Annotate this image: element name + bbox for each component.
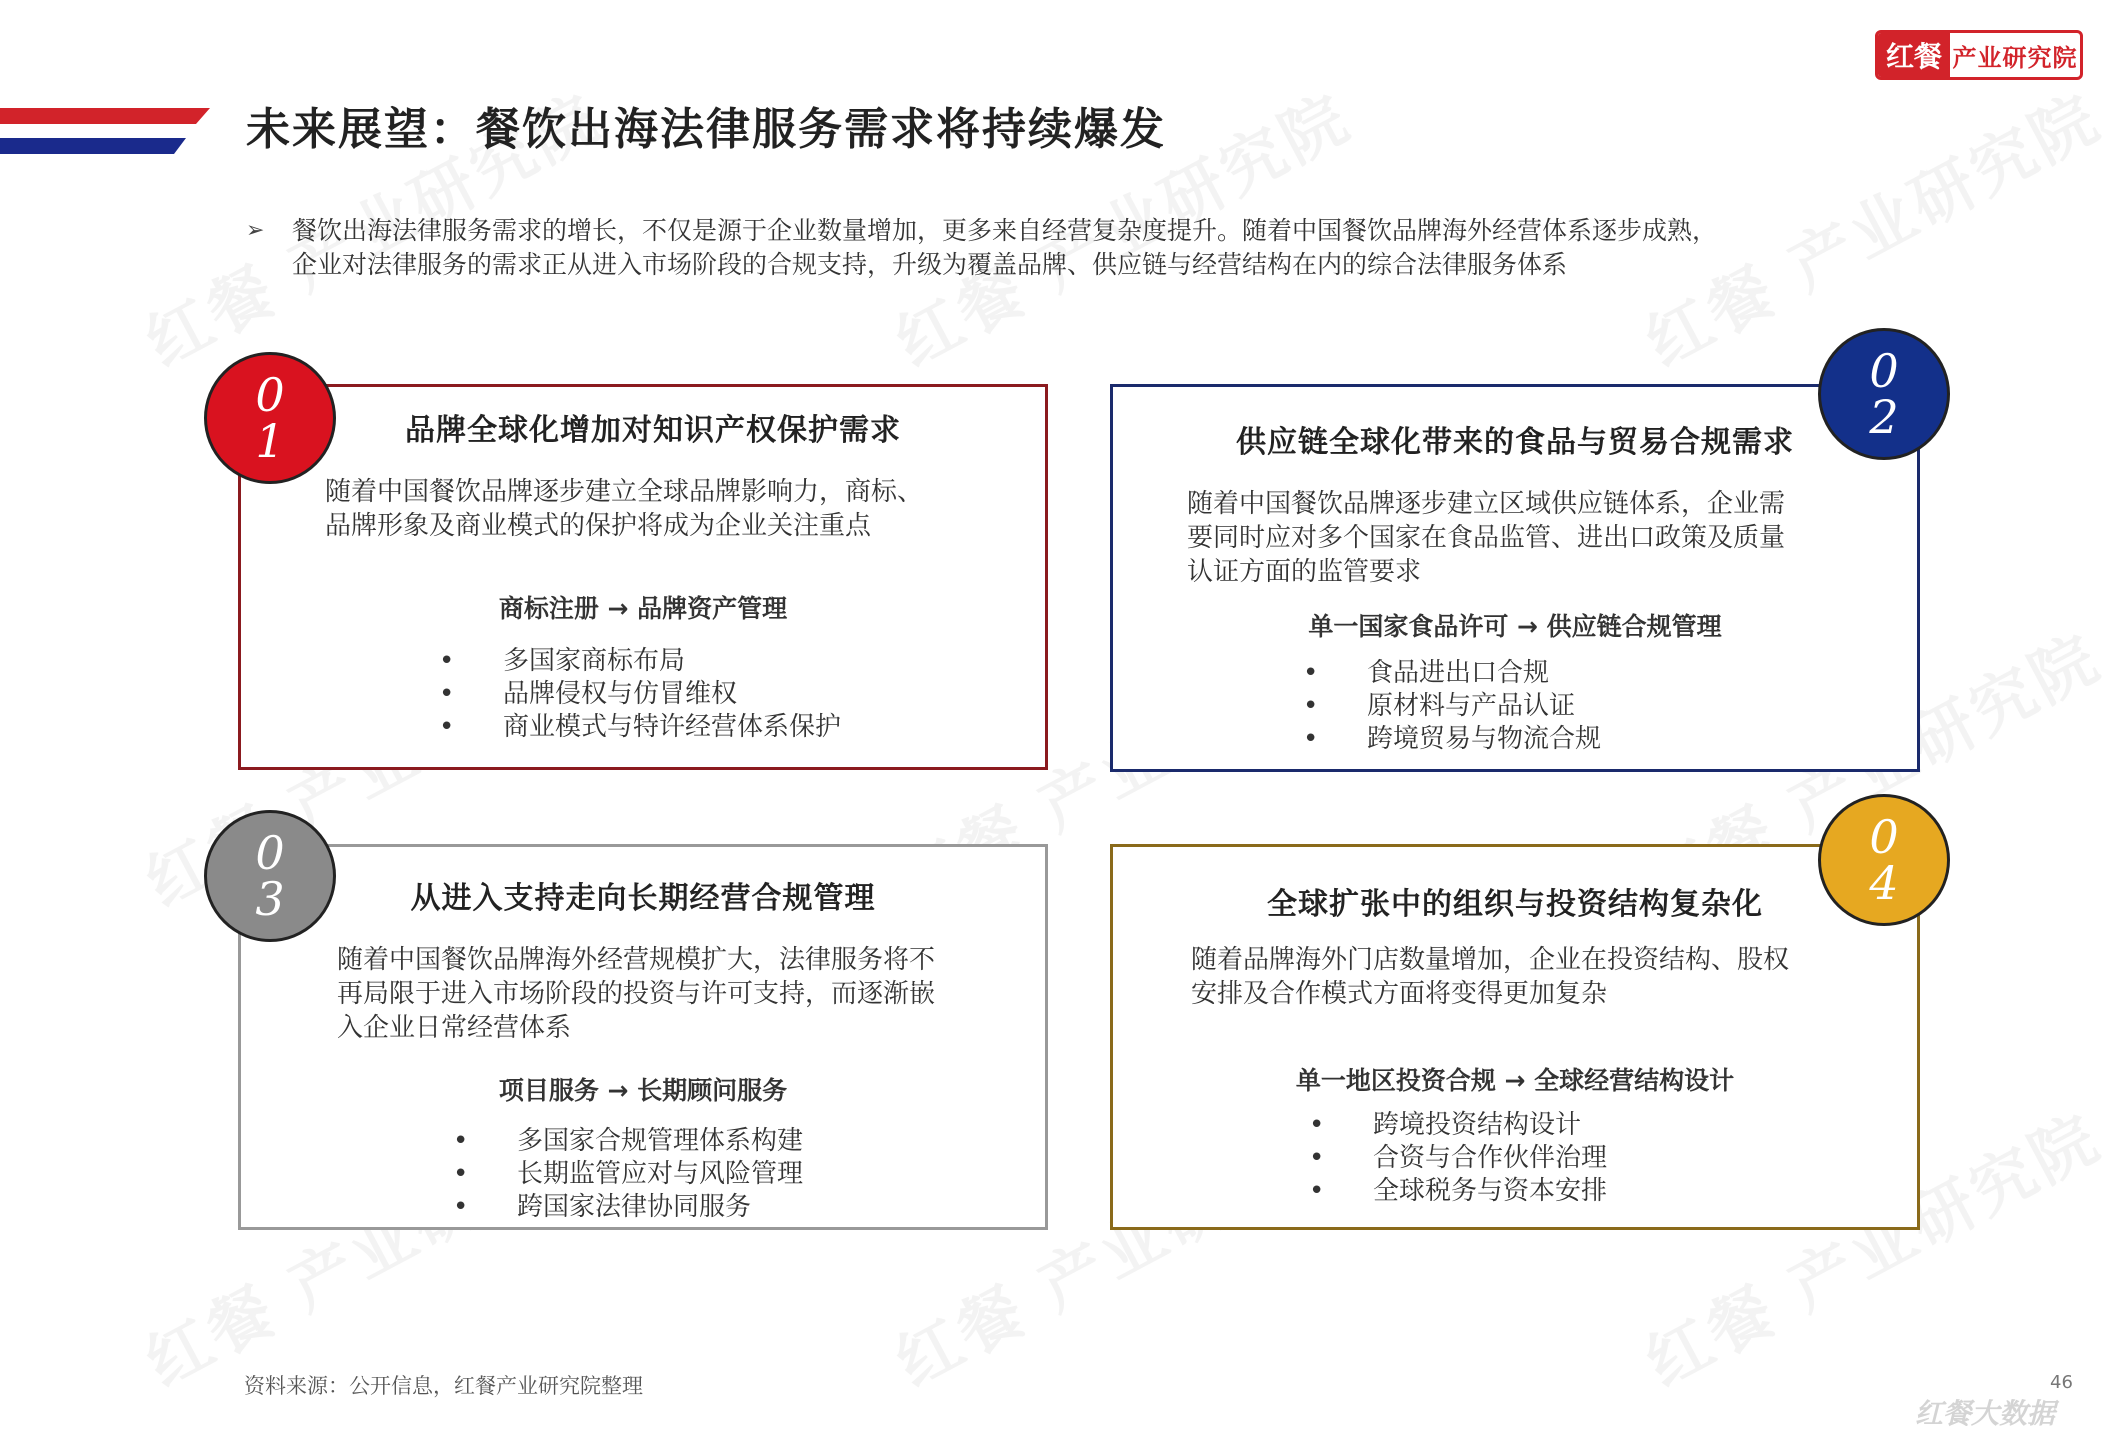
- card-transition: 单一地区投资合规 → 全球经营结构设计: [1295, 1066, 1735, 1095]
- list-item: • 原材料与产品认证: [1303, 691, 1576, 721]
- card-title: 全球扩张中的组织与投资结构复杂化: [1267, 887, 1763, 922]
- list-item: • 跨国家法律协同服务: [453, 1192, 752, 1222]
- card-description: 随着中国餐饮品牌海外经营规模扩大，法律服务将不 再局限于进入市场阶段的投资与许可支持，而逐渐嵌 入企业日常经营体系: [337, 945, 936, 1043]
- intro-line: 餐饮出海法律服务需求的增长，不仅是源于企业数量增加，更多来自经营复杂度提升。随着中国餐饮品牌海外经营体系逐步成熟，: [292, 216, 1718, 245]
- list-item: • 跨境贸易与物流合规: [1303, 724, 1602, 754]
- card-brand-ip: [238, 384, 1048, 770]
- intro-paragraph: [246, 214, 1886, 282]
- logo-mark: 红餐: [1878, 33, 1950, 77]
- arrow-bullet-icon: ➢: [246, 218, 265, 243]
- card-description: 随着品牌海外门店数量增加，企业在投资结构、股权 安排及合作模式方面将变得更加复杂: [1191, 945, 1790, 1009]
- brand-logo: [1875, 30, 2083, 80]
- card-transition: 商标注册 → 品牌资产管理: [498, 594, 788, 623]
- logo-text: 产业研究院: [1952, 43, 2078, 72]
- page-number: 46: [2050, 1372, 2073, 1393]
- title-accent-bar: [0, 108, 210, 154]
- card-transition: 单一国家食品许可 → 供应链合规管理: [1308, 612, 1722, 641]
- card-description: 随着中国餐饮品牌逐步建立全球品牌影响力，商标、 品牌形象及商业模式的保护将成为企业关注重点: [325, 477, 924, 541]
- number-badge-04: 0 4: [1818, 794, 1950, 926]
- card-supply-chain: [1110, 384, 1920, 772]
- card-list: [439, 645, 841, 744]
- card-list: [453, 1125, 803, 1224]
- list-item: • 多国家商标布局: [439, 646, 686, 676]
- corner-watermark-logo: 红餐大数据: [1915, 1397, 2056, 1430]
- page-title: 未来展望：餐饮出海法律服务需求将持续爆发: [246, 104, 1166, 155]
- card-list: [1303, 657, 1601, 756]
- list-item: • 长期监管应对与风险管理: [453, 1159, 804, 1189]
- list-item: • 多国家合规管理体系构建: [453, 1126, 804, 1156]
- list-item: • 跨境投资结构设计: [1309, 1110, 1582, 1140]
- intro-line: 企业对法律服务的需求正从进入市场阶段的合规支持，升级为覆盖品牌、供应链与经营结构在内的综合法律服务体系: [292, 250, 1568, 279]
- card-title: 供应链全球化带来的食品与贸易合规需求: [1236, 425, 1794, 460]
- number-badge-03: 0 3: [204, 810, 336, 942]
- card-title: 从进入支持走向长期经营合规管理: [410, 881, 876, 916]
- card-title: 品牌全球化增加对知识产权保护需求: [405, 413, 901, 448]
- card-list: [1309, 1109, 1607, 1208]
- list-item: • 商业模式与特许经营体系保护: [439, 712, 842, 742]
- number-badge-02: 0 2: [1818, 328, 1950, 460]
- card-long-term-compliance: [238, 844, 1048, 1230]
- card-description: 随着中国餐饮品牌逐步建立区域供应链体系，企业需 要同时应对多个国家在食品监管、进出口政策及质量 认证方面的监管要求: [1187, 489, 1786, 587]
- number-badge-01: 0 1: [204, 352, 336, 484]
- list-item: • 品牌侵权与仿冒维权: [439, 679, 738, 709]
- list-item: • 合资与合作伙伴治理: [1309, 1143, 1608, 1173]
- card-transition: 项目服务 → 长期顾问服务: [498, 1076, 788, 1105]
- source-note: 资料来源：公开信息，红餐产业研究院整理: [244, 1374, 643, 1398]
- list-item: • 食品进出口合规: [1303, 658, 1550, 688]
- list-item: • 全球税务与资本安排: [1309, 1176, 1608, 1206]
- card-investment-structure: [1110, 844, 1920, 1230]
